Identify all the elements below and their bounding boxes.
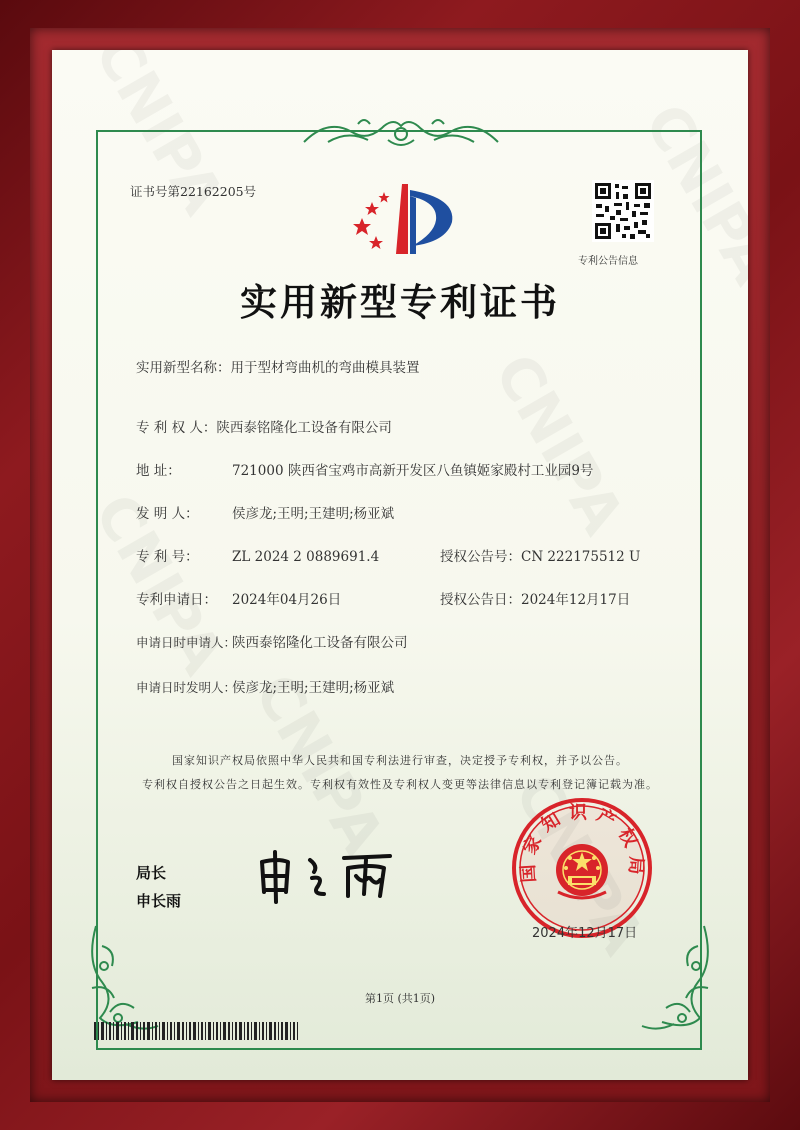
seal-text: 国家知识产权局 <box>517 802 647 884</box>
cnipa-logo-icon <box>348 180 460 262</box>
field-label: 授权公告号： <box>440 549 521 565</box>
bottom-left-ornament-icon <box>82 922 162 1034</box>
field-value: 陕西泰铭隆化工设备有限公司 <box>232 635 408 651</box>
barcode-icon <box>94 1022 298 1040</box>
certificate-title: 实用新型专利证书 <box>240 280 560 324</box>
field-value: 2024年12月17日 <box>521 592 631 608</box>
field-value: 侯彦龙;王明;王建明;杨亚斌 <box>232 506 395 522</box>
field-label: 专利申请日： <box>136 592 217 608</box>
field-label: 申请日时申请人： <box>136 635 237 650</box>
notice-line-2: 专利权自授权公告之日起生效。专利权有效性及专利权人变更等法律信息以专利登记簿记载为准。 <box>142 778 658 791</box>
field-value: 用于型材弯曲机的弯曲模具装置 <box>230 360 420 376</box>
field-applicant-at-filing <box>136 631 408 651</box>
official-seal-icon <box>510 796 654 940</box>
director-signature-icon <box>252 848 422 904</box>
field-inventor-at-filing <box>136 676 394 696</box>
field-patent-number <box>136 545 379 565</box>
field-value: CN 222175512 U <box>521 549 641 565</box>
director-name: 申长雨 <box>136 892 182 910</box>
field-label: 发 明 人： <box>136 506 199 522</box>
qr-caption: 专利公告信息 <box>578 256 638 267</box>
field-label: 申请日时发明人： <box>136 680 237 695</box>
field-label: 专 利 号： <box>136 549 199 565</box>
field-value: 侯彦龙;王明;王建明;杨亚斌 <box>232 680 395 696</box>
field-value: 721000 陕西省宝鸡市高新开发区八鱼镇姬家殿村工业园9号 <box>232 463 594 479</box>
field-publication-number <box>440 545 640 565</box>
page-number: 第1页 (共1页) <box>364 992 436 1005</box>
certificate-number: 证书号第22162205号 <box>130 184 257 199</box>
field-publication-date <box>440 588 630 608</box>
field-label: 地 址： <box>136 463 181 479</box>
field-label: 实用新型名称： <box>136 360 231 376</box>
field-value: 陕西泰铭隆化工设备有限公司 <box>216 420 392 436</box>
qr-code-icon[interactable] <box>592 180 654 242</box>
field-inventors <box>136 502 394 522</box>
field-label: 授权公告日： <box>440 592 521 608</box>
director-title: 局长 <box>136 864 167 882</box>
field-label: 专 利 权 人： <box>136 420 217 436</box>
notice-line-1: 国家知识产权局依照中华人民共和国专利法进行审查，决定授予专利权，并予以公告。 <box>172 754 628 767</box>
seal-date: 2024年12月17日 <box>532 926 638 941</box>
field-value: 2024年04月26日 <box>232 592 342 608</box>
certificate-paper <box>52 50 748 1080</box>
top-ornament-icon <box>298 112 504 152</box>
field-patentee <box>136 416 392 436</box>
field-address <box>136 459 593 479</box>
field-application-date <box>136 588 341 608</box>
field-value: ZL 2024 2 0889691.4 <box>232 549 380 565</box>
field-utility-model-name <box>136 356 420 376</box>
